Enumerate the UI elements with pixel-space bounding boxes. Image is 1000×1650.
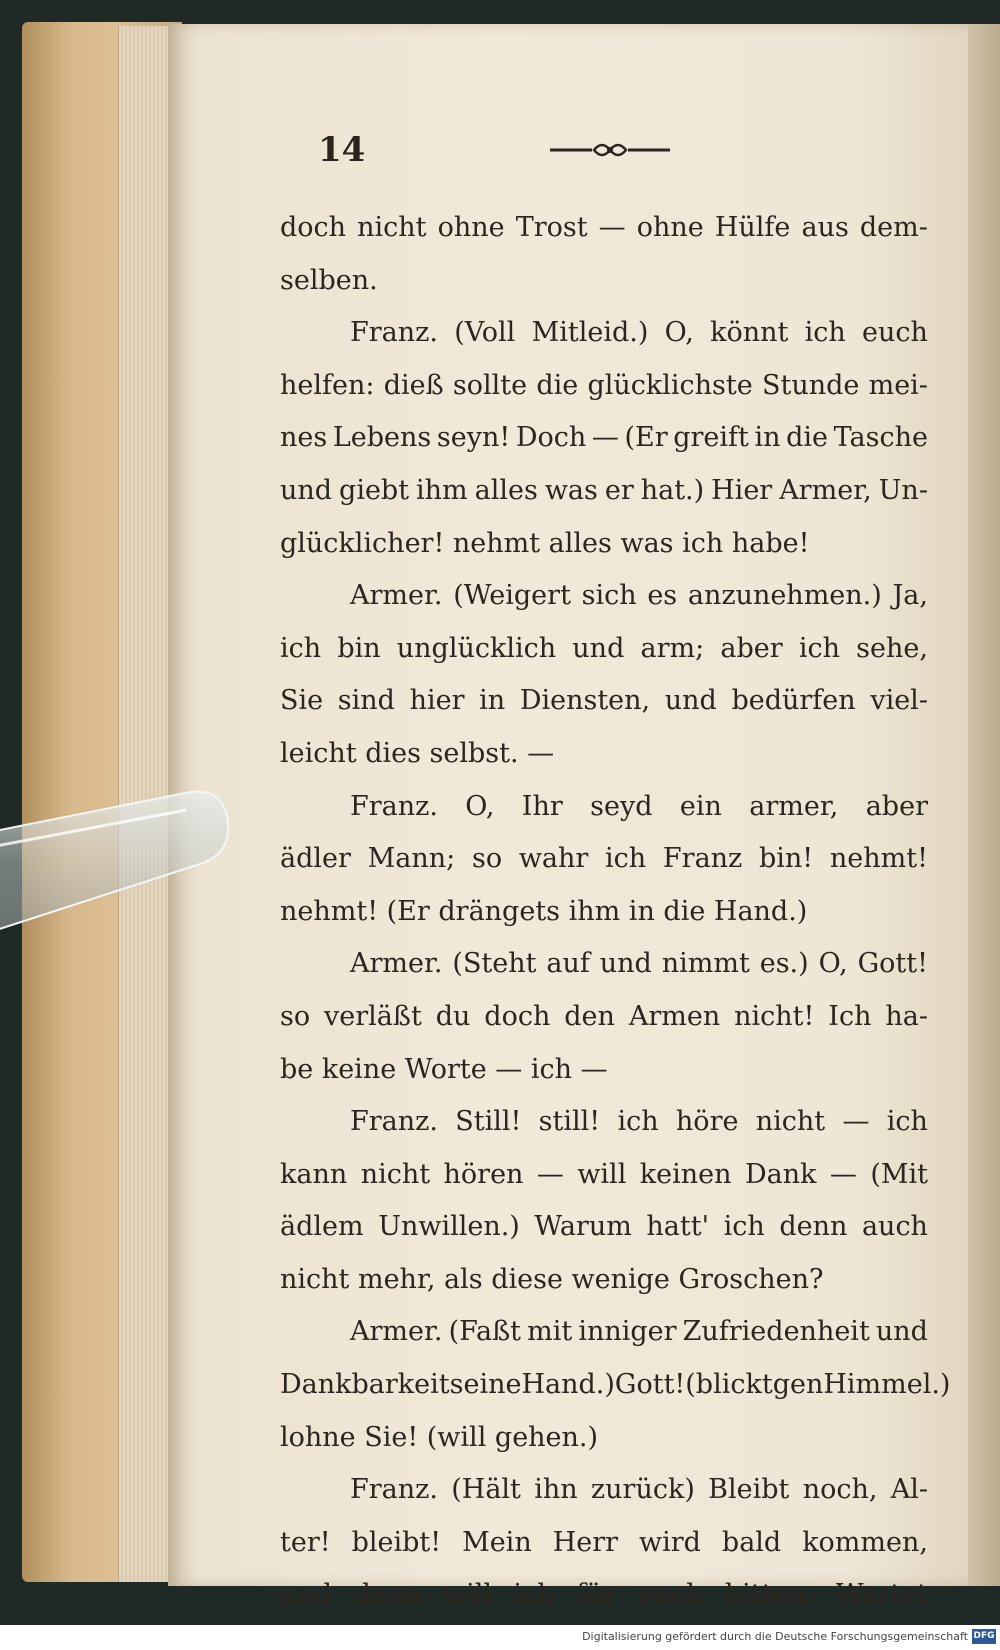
text-line: und dann will ich für euch bitten. Wartet xyxy=(280,1579,928,1611)
text-line: ter! bleibt! Mein Herr wird bald kommen, xyxy=(280,1526,928,1558)
text-line: selben. xyxy=(280,264,378,296)
text-line: und giebt ihm alles was er hat.) Hier Armer, Un- xyxy=(280,474,928,506)
text-line: ädler Mann; so wahr ich Franz bin! nehmt! xyxy=(280,843,928,875)
text-line: Dankbarkeit seine Hand.) Gott! (blickt gen Himmel.) xyxy=(280,1369,951,1401)
text-line: ich bin unglücklich und arm; aber ich sehe, xyxy=(280,632,928,664)
text-line: nehmt! (Er drängets ihm in die Hand.) xyxy=(280,895,808,927)
glass-clip xyxy=(0,790,230,940)
text-line: Franz. (Hält ihn zurück) Bleibt noch, Al- xyxy=(350,1474,928,1506)
text-line: Franz. O, Ihr seyd ein armer, aber xyxy=(350,790,928,822)
text-line: helfen: dieß sollte die glücklichste Stunde mei- xyxy=(280,369,928,401)
text-line: Armer. (Faßt mit inniger Zufriedenheit und xyxy=(350,1316,928,1348)
text-line: so verläßt du doch den Armen nicht! Ich ha- xyxy=(280,1000,928,1032)
footer-bar xyxy=(0,1625,1000,1650)
text-line: lohne Sie! (will gehen.) xyxy=(280,1421,599,1453)
text-line: nicht mehr, als diese wenige Groschen? xyxy=(280,1263,824,1295)
footer-credit: Digitalisierung gefördert durch die Deutsche Forschungsgemeinschaft xyxy=(582,1630,968,1643)
book-right-edge xyxy=(968,24,1000,1586)
page-header xyxy=(318,130,938,180)
text-line: be keine Worte — ich — xyxy=(280,1053,608,1085)
text-line: Franz. (Voll Mitleid.) O, könnt ich euch xyxy=(350,317,928,349)
text-line: Sie sind hier in Diensten, und bedürfen viel- xyxy=(280,685,928,717)
page-text xyxy=(280,202,951,1622)
text-line: ädlem Unwillen.) Warum hatt' ich denn auch xyxy=(280,1211,928,1243)
text-line: kann nicht hören — will keinen Dank — (Mit xyxy=(280,1158,928,1190)
page-number: 14 xyxy=(318,130,366,170)
text-line: Armer. (Weigert sich es anzunehmen.) Ja, xyxy=(350,580,928,612)
ornament-icon xyxy=(550,138,670,162)
text-line: leicht dies selbst. — xyxy=(280,737,555,769)
text-line: Armer. (Steht auf und nimmt es.) O, Gott! xyxy=(350,948,928,980)
text-line: glücklicher! nehmt alles was ich habe! xyxy=(280,527,810,559)
text-line: doch nicht ohne Trost — ohne Hülfe aus dem- xyxy=(280,212,928,243)
dfg-logo: DFG xyxy=(972,1629,996,1644)
text-line: Franz. Still! still! ich höre nicht — ich xyxy=(350,1106,928,1138)
text-line: nes Lebens seyn! Doch — (Er greift in die Tasche xyxy=(280,422,928,454)
